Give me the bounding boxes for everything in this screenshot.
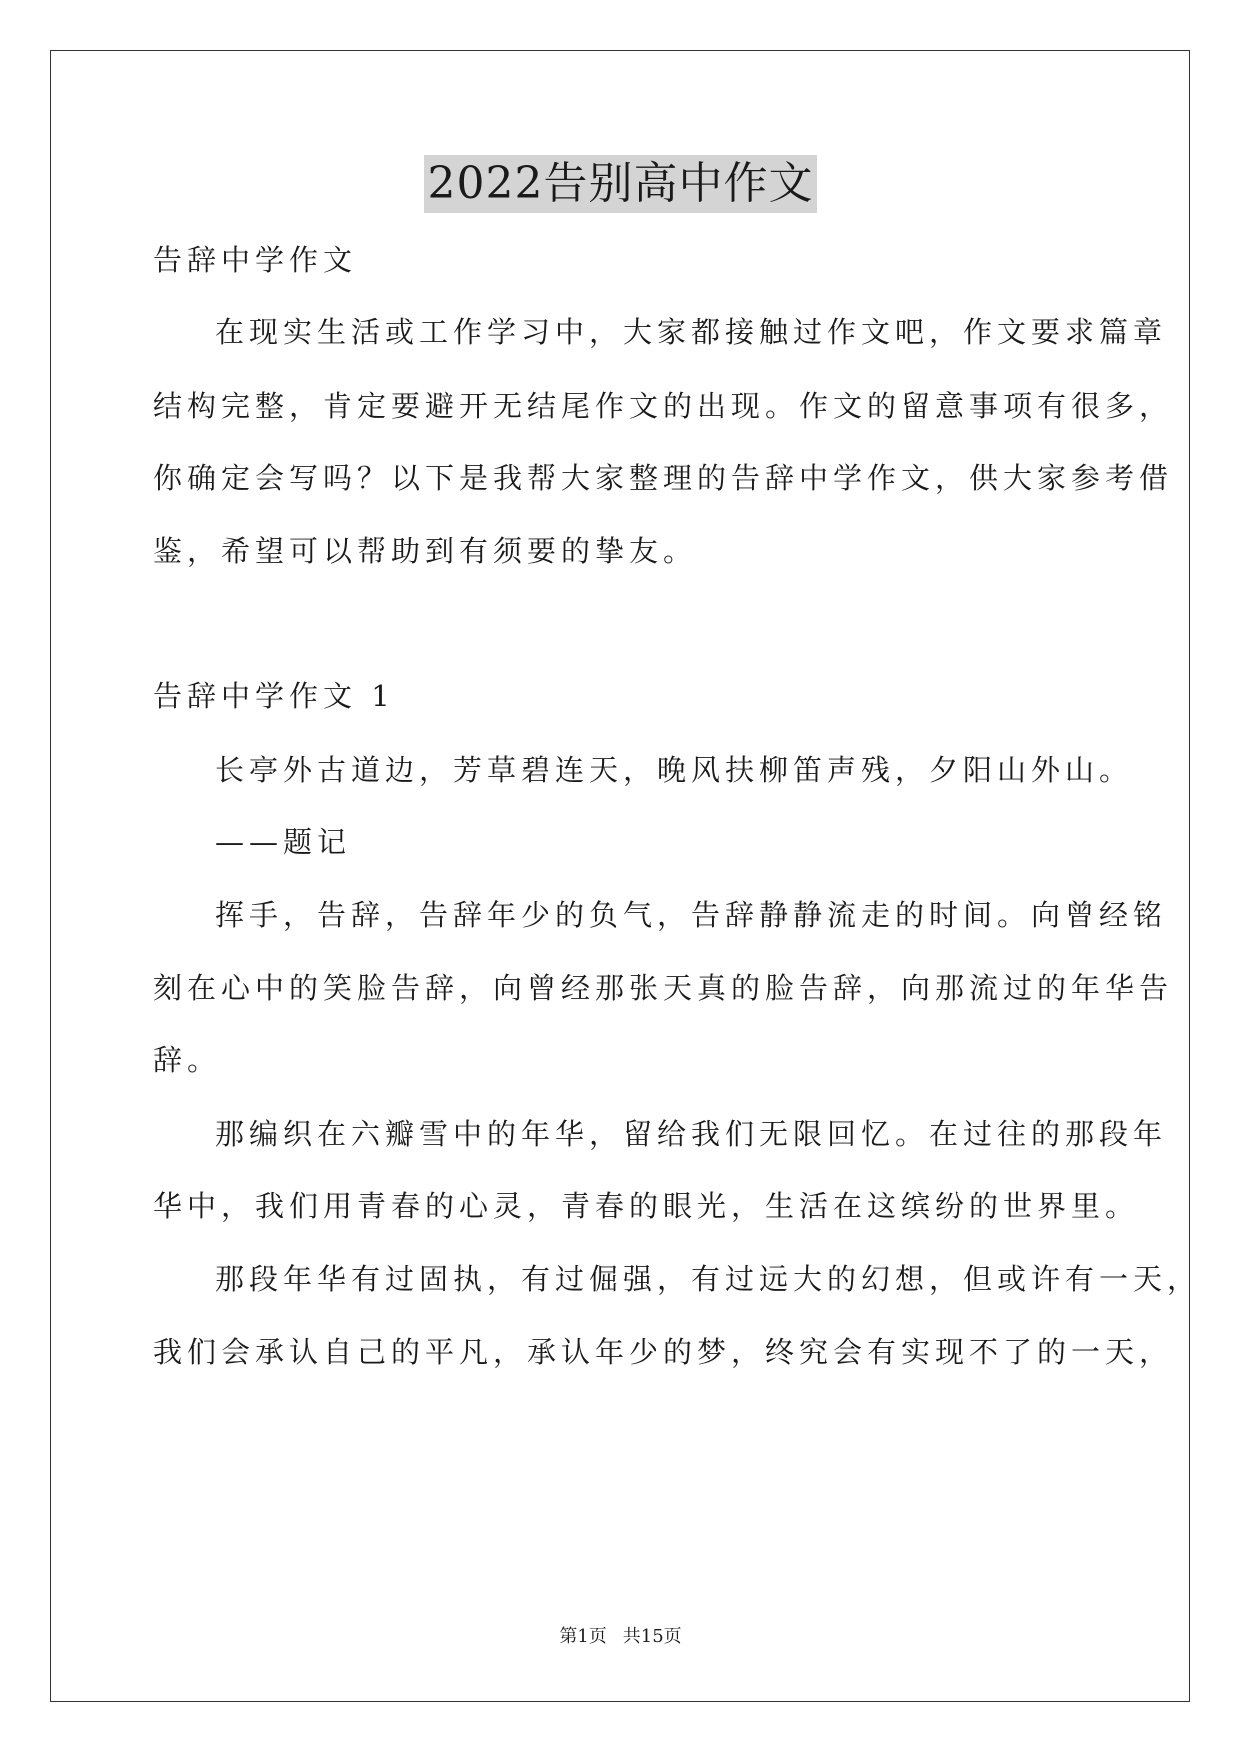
epigraph-attribution: ——题记 [215,825,352,859]
paragraph-line: 辞。 [153,1043,222,1077]
paragraph-line: 那段年华有过固执，有过倔强，有过远大的幻想，但或许有一天， [215,1262,1202,1296]
paragraph-line: 鉴，希望可以帮助到有须要的挚友。 [153,534,698,568]
section-heading: 告辞中学作文 [153,243,358,277]
paragraph-line: 你确定会写吗？以下是我帮大家整理的告辞中学作文，供大家参考借 [153,461,1174,495]
paragraph-line: 长亭外古道边，芳草碧连天，晚风扶柳笛声残，夕阳山外山。 [215,753,1134,787]
paragraph-line: 刻在心中的笑脸告辞，向曾经那张天真的脸告辞，向那流过的年华告 [153,971,1174,1005]
page-footer [0,1625,1241,1649]
page-number: 第1页 [559,1626,607,1647]
paragraph-line: 华中，我们用青春的心灵，青春的眼光，生活在这缤纷的世界里。 [153,1189,1140,1223]
paragraph-line: 那编织在六瓣雪中的年华，留给我们无限回忆。在过往的那段年 [215,1117,1168,1151]
document-title-container [0,155,1241,213]
paragraph-line: 结构完整，肯定要避开无结尾作文的出现。作文的留意事项有很多， [153,389,1174,423]
paragraph-line: 我们会承认自己的平凡，承认年少的梦，终究会有实现不了的一天， [153,1335,1174,1369]
paragraph-line: 在现实生活或工作学习中，大家都接触过作文吧，作文要求篇章 [215,315,1168,349]
paragraph-line: 挥手，告辞，告辞年少的负气，告辞静静流走的时间。向曾经铭 [215,898,1168,932]
section-heading: 告辞中学作文 1 [153,679,395,713]
page-border [50,50,1190,1702]
document-title: 2022告别高中作文 [424,155,818,213]
page-total: 共15页 [622,1626,682,1647]
